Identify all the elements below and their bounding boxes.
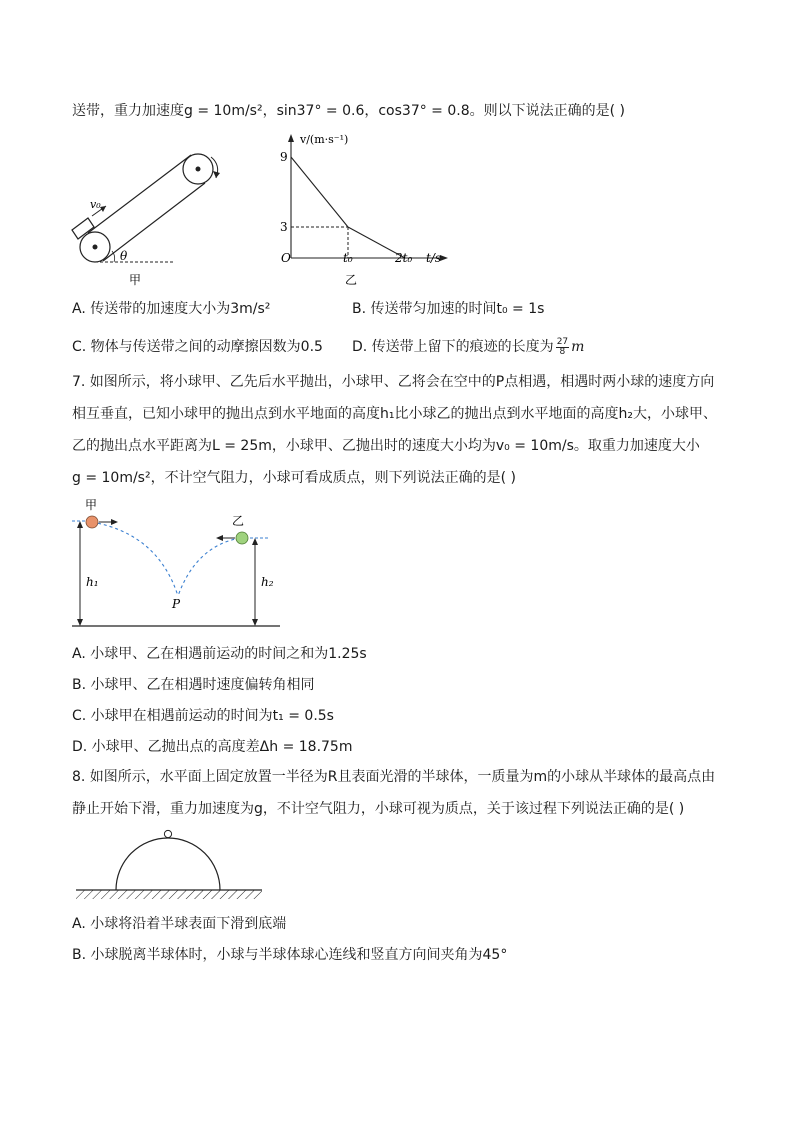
p-label: P xyxy=(172,597,181,611)
small-ball xyxy=(164,830,171,837)
q7-line-1: 7. 如图所示，将小球甲、乙先后水平抛出，小球甲、乙将会在空中的P点相遇，相遇时两小球的速度方向 xyxy=(72,374,715,390)
q7-line-4: g = 10m/s²，不计空气阻力，小球可看成质点，则下列说法正确的是( ) xyxy=(72,470,516,486)
y-tick-3: 3 xyxy=(280,220,288,234)
q6-option-a: A. 传送带的加速度大小为3m/s² xyxy=(72,301,271,317)
projectile-figure xyxy=(68,494,288,634)
fraction-denominator: 8 xyxy=(559,346,566,357)
vt-graph-figure xyxy=(270,128,460,290)
x-tick-2t0: 2t₀ xyxy=(395,251,413,265)
fig-label-jia: 甲 xyxy=(85,498,98,512)
theta-label: θ xyxy=(120,249,128,263)
q6-option-d-prefix: D. 传送带上留下的痕迹的长度为 xyxy=(352,339,554,355)
fig-yi-caption: 乙 xyxy=(345,273,358,287)
q6-option-b: B. 传送带匀加速的时间t₀ = 1s xyxy=(352,301,545,317)
q6-option-d xyxy=(352,337,584,357)
fraction xyxy=(556,338,569,357)
q8-option-b: B. 小球脱离半球体时，小球与半球体球心连线和竖直方向间夹角为45° xyxy=(72,947,508,963)
q8-line-1: 8. 如图所示，水平面上固定放置一半径为R且表面光滑的半球体，一质量为m的小球从半球体的最高点由 xyxy=(72,769,716,785)
q6-option-c: C. 物体与传送带之间的动摩擦因数为0.5 xyxy=(72,339,323,355)
q8-line-2: 静止开始下滑，重力加速度为g，不计空气阻力，小球可视为质点，关于该过程下列说法正确的是( ) xyxy=(72,801,685,817)
q6-intro: 送带，重力加速度g = 10m/s²，sin37° = 0.6，cos37° = 0.8。则以下说法正确的是( ) xyxy=(72,103,625,119)
h1-label: h₁ xyxy=(86,575,99,589)
q7-option-c: C. 小球甲在相遇前运动的时间为t₁ = 0.5s xyxy=(72,708,334,724)
hemisphere-figure xyxy=(72,826,266,906)
q7-line-2: 相互垂直，已知小球甲的抛出点到水平地面的高度h₁比小球乙的抛出点到水平地面的高度h₂大，小球甲、 xyxy=(72,406,717,422)
q7-option-a: A. 小球甲、乙在相遇前运动的时间之和为1.25s xyxy=(72,646,367,662)
fig-jia-caption: 甲 xyxy=(129,273,142,287)
q7-line-3: 乙的抛出点水平距离为L = 25m，小球甲、乙抛出时的速度大小均为v₀ = 10m/s。取重力加速度大小 xyxy=(72,438,700,454)
origin-label: O xyxy=(281,251,291,265)
y-axis-label: v/(m·s⁻¹) xyxy=(300,133,349,146)
v0-label: v₀ xyxy=(90,198,101,211)
x-axis-label: t/s xyxy=(426,251,442,265)
fraction-numerator: 27 xyxy=(556,336,569,347)
y-tick-9: 9 xyxy=(280,150,288,164)
q7-option-b: B. 小球甲、乙在相遇时速度偏转角相同 xyxy=(72,677,315,693)
h2-label: h₂ xyxy=(261,575,274,589)
x-tick-t0: t₀ xyxy=(343,251,353,265)
ball-yi xyxy=(236,532,248,544)
ball-jia xyxy=(86,516,98,528)
conveyor-belt-figure xyxy=(66,140,246,290)
q8-option-a: A. 小球将沿着半球表面下滑到底端 xyxy=(72,916,287,932)
q6-option-d-unit: m xyxy=(571,339,585,355)
q7-option-d: D. 小球甲、乙抛出点的高度差Δh = 18.75m xyxy=(72,739,353,755)
fig-label-yi: 乙 xyxy=(232,514,245,528)
